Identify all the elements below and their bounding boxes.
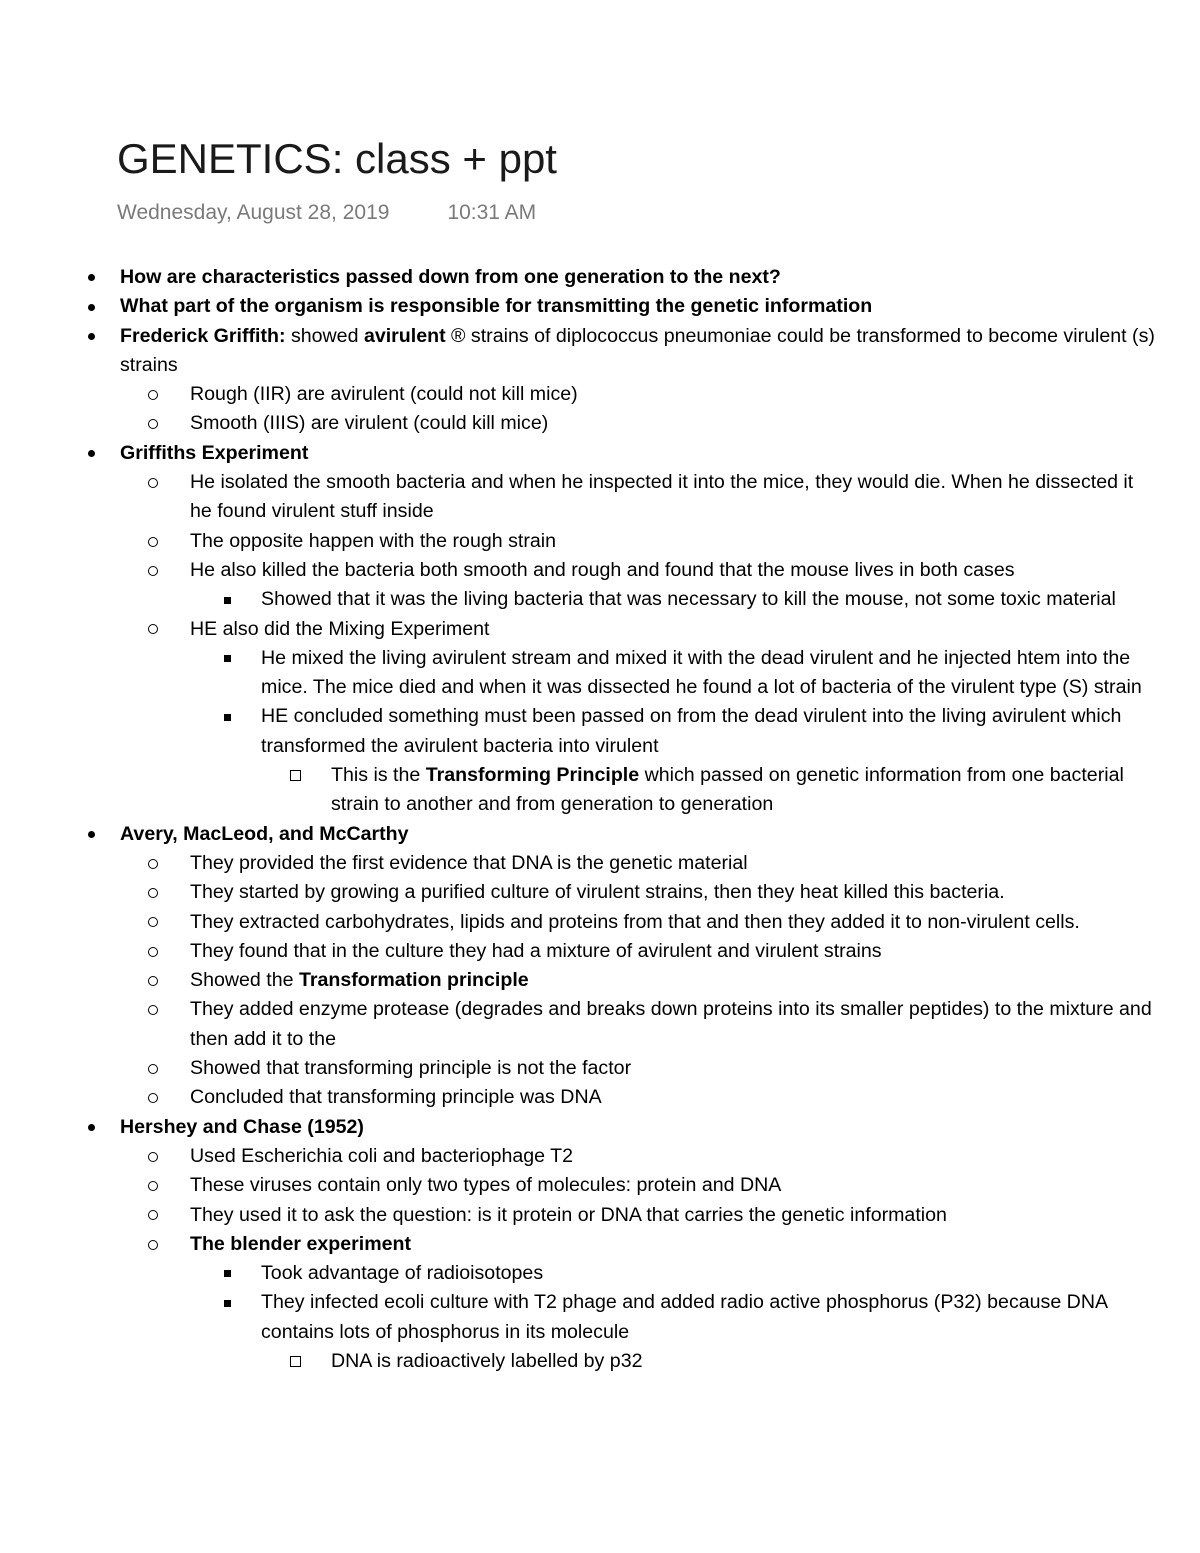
bullet-circle-icon	[148, 615, 158, 644]
bullet-dot-icon	[88, 322, 95, 351]
note-item-level-1	[0, 380, 1160, 409]
bullet-circle-icon	[148, 1230, 158, 1259]
bullet-square-icon	[224, 702, 231, 731]
note-item-level-1	[0, 1054, 1160, 1083]
note-item-level-1	[0, 1142, 1160, 1171]
note-text: Used Escherichia coli and bacteriophage T2	[190, 1144, 574, 1167]
bullet-circle-icon	[148, 937, 158, 966]
note-text: The blender experiment	[190, 1232, 412, 1255]
note-text: avirulent	[363, 324, 446, 347]
note-item-level-3	[0, 1347, 1160, 1376]
bullet-circle-icon	[148, 1083, 158, 1112]
note-text: Rough (IIR) are avirulent (could not kill mice)	[190, 383, 578, 406]
note-text: Concluded that transforming principle was DNA	[190, 1086, 602, 1109]
note-item-level-0	[0, 820, 1160, 849]
note-text: Transforming Principle	[425, 764, 640, 787]
note-text: He mixed the living avirulent stream and mixed it with the dead virulent and he injected htem into the mice. The mice died and when it was dissected he found a lot of bacteria of the virulent type (S) strain	[261, 646, 1142, 699]
bullet-square-icon	[224, 1288, 231, 1317]
note-text: Transformation principle	[298, 969, 529, 992]
note-item-level-0	[0, 1113, 1160, 1142]
note-item-level-2	[0, 1259, 1160, 1288]
note-item-level-2	[0, 1288, 1160, 1347]
note-text: Avery, MacLeod, and McCarthy	[120, 822, 409, 845]
note-text: showed	[285, 324, 364, 347]
note-text: They infected ecoli culture with T2 phage and added radio active phosphorus (P32) because DNA contains lots of phosphorus in its molecule	[261, 1291, 1107, 1343]
page-date: Wednesday, August 28, 2019	[117, 201, 390, 224]
note-text: Showed that transforming principle is not the factor	[190, 1057, 632, 1080]
notes-outline	[0, 263, 1200, 1440]
bullet-dot-icon	[88, 1113, 95, 1142]
note-text: Showed the	[190, 969, 299, 992]
note-text: They added enzyme protease (degrades and breaks down proteins into its smaller peptides) to the mixture and then add it to the	[190, 998, 1152, 1050]
note-text: HE concluded something must been passed on from the dead virulent into the living avirulent which transformed the avirulent bacteria into virulent	[261, 705, 1122, 757]
bullet-circle-icon	[148, 1171, 158, 1200]
note-item-level-1	[0, 1230, 1160, 1259]
bullet-circle-icon	[148, 966, 158, 995]
note-text: He also killed the bacteria both smooth and rough and found that the mouse lives in both cases	[190, 558, 1015, 581]
note-item-level-1	[0, 937, 1160, 966]
note-item-level-1	[0, 1171, 1160, 1200]
note-item-level-1	[0, 556, 1160, 585]
note-text: He isolated the smooth bacteria and when he inspected it into the mice, they would die. When he dissected it he found virulent stuff inside	[190, 471, 1134, 523]
note-text: Took advantage of radioisotopes	[261, 1262, 544, 1285]
note-item-level-1	[0, 995, 1160, 1054]
note-item-level-1	[0, 908, 1160, 937]
bullet-circle-icon	[148, 556, 158, 585]
bullet-hollow-square-icon	[290, 761, 301, 790]
note-text: They found that in the culture they had a mixture of avirulent and virulent strains	[190, 939, 882, 962]
note-item-level-0	[0, 439, 1160, 468]
note-text: The opposite happen with the rough strain	[190, 529, 556, 552]
bullet-circle-icon	[148, 527, 158, 556]
note-text: This is the	[331, 764, 426, 787]
bullet-circle-icon	[148, 908, 158, 937]
note-text: How are characteristics passed down from one generation to the next?	[120, 266, 781, 288]
bullet-dot-icon	[88, 820, 95, 849]
note-item-level-3	[0, 761, 1160, 820]
note-text: Griffiths Experiment	[120, 441, 309, 464]
bullet-hollow-square-icon	[290, 1347, 301, 1376]
note-item-level-1	[0, 409, 1160, 438]
bullet-circle-icon	[148, 1054, 158, 1083]
page-timestamp	[117, 199, 536, 227]
note-text: Smooth (IIIS) are virulent (could kill mice)	[190, 412, 549, 435]
note-item-level-1	[0, 468, 1160, 527]
page-title: GENETICS: class + ppt	[117, 135, 557, 182]
note-item-level-0	[0, 322, 1160, 381]
note-item-level-1	[0, 615, 1160, 644]
bullet-circle-icon	[148, 849, 158, 878]
note-item-level-1	[0, 878, 1160, 907]
bullet-square-icon	[224, 644, 231, 673]
note-item-level-2	[0, 585, 1160, 614]
bullet-circle-icon	[148, 1201, 158, 1230]
bullet-circle-icon	[148, 1142, 158, 1171]
note-text: These viruses contain only two types of molecules: protein and DNA	[190, 1174, 782, 1197]
note-item-level-1	[0, 849, 1160, 878]
bullet-circle-icon	[148, 468, 158, 497]
bullet-circle-icon	[148, 409, 158, 438]
note-item-level-2	[0, 702, 1160, 761]
note-item-level-0	[0, 292, 1160, 321]
note-text: ® strains of diplococcus pneumoniae could be transformed to become virulent (s) strains	[120, 324, 1155, 376]
bullet-square-icon	[224, 585, 231, 614]
note-text: They started by growing a purified culture of virulent strains, then they heat killed this bacteria.	[190, 881, 1005, 904]
note-item-level-1	[0, 966, 1160, 995]
note-item-level-2	[0, 644, 1160, 703]
note-text: DNA is radioactively labelled by p32	[331, 1349, 643, 1372]
note-item-level-0	[0, 263, 1160, 292]
page-time: 10:31 AM	[447, 201, 537, 224]
bullet-square-icon	[224, 1259, 231, 1288]
note-text: Frederick Griffith:	[120, 324, 286, 347]
note-text: HE also did the Mixing Experiment	[190, 617, 490, 640]
bullet-dot-icon	[88, 292, 95, 321]
note-text: They used it to ask the question: is it protein or DNA that carries the genetic information	[190, 1203, 947, 1226]
bullet-circle-icon	[148, 878, 158, 907]
note-text: What part of the organism is responsible for transmitting the genetic information	[120, 295, 873, 318]
note-item-level-1	[0, 1083, 1160, 1112]
bullet-dot-icon	[88, 439, 95, 468]
bullet-circle-icon	[148, 995, 158, 1024]
note-item-level-1	[0, 1201, 1160, 1230]
note-text: Showed that it was the living bacteria that was necessary to kill the mouse, not some toxic material	[261, 588, 1116, 611]
note-text: They provided the first evidence that DNA is the genetic material	[190, 851, 748, 874]
note-text: which passed on genetic information from one bacterial strain to another and from generation to generation	[331, 764, 1124, 816]
note-text: They extracted carbohydrates, lipids and proteins from that and then they added it to non-virulent cells.	[190, 910, 1080, 933]
note-item-level-1	[0, 527, 1160, 556]
bullet-circle-icon	[148, 380, 158, 409]
note-text: Hershey and Chase (1952)	[120, 1115, 364, 1138]
bullet-dot-icon	[88, 263, 95, 292]
